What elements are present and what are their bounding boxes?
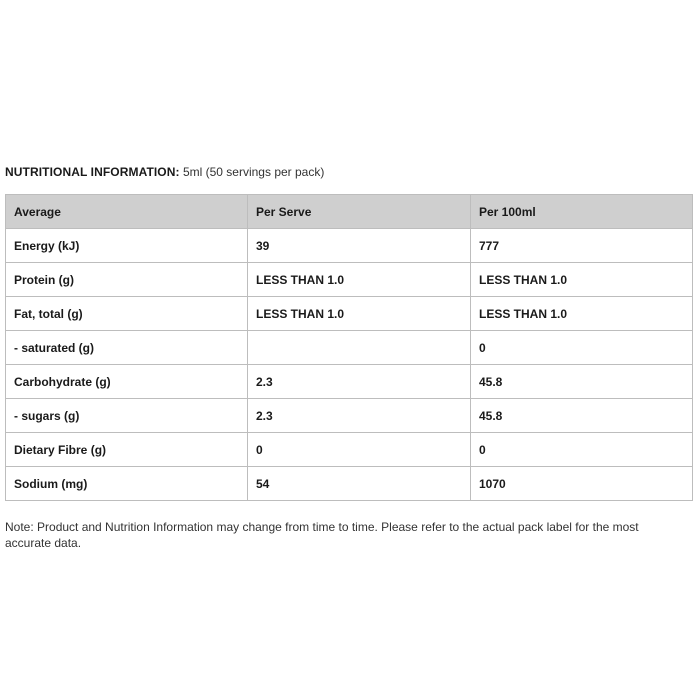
per-100ml-value: 45.8 [471, 399, 693, 433]
nutrition-table [5, 194, 693, 501]
per-serve-value: LESS THAN 1.0 [248, 263, 471, 297]
heading-label: NUTRITIONAL INFORMATION: [5, 165, 180, 179]
per-serve-value: 54 [248, 467, 471, 501]
per-serve-value: 0 [248, 433, 471, 467]
per-100ml-value: 0 [471, 433, 693, 467]
per-100ml-value: 45.8 [471, 365, 693, 399]
serving-size-text: 5ml (50 servings per pack) [182, 165, 325, 179]
per-serve-value [248, 331, 471, 365]
nutrient-name: - saturated (g) [6, 331, 248, 365]
per-100ml-value: 1070 [471, 467, 693, 501]
disclaimer-note: Note: Product and Nutrition Information may change from time to time. Please refer to the actual pack label for the most accurate data. [5, 520, 639, 550]
nutrient-name: Energy (kJ) [6, 229, 248, 263]
per-100ml-value: 0 [471, 331, 693, 365]
table-row [6, 365, 693, 399]
column-header-average: Average [6, 195, 248, 229]
nutrition-heading [5, 164, 324, 180]
table-header-row [6, 195, 693, 229]
nutrient-name: Dietary Fibre (g) [6, 433, 248, 467]
table-row [6, 263, 693, 297]
nutrient-name: Carbohydrate (g) [6, 365, 248, 399]
per-serve-value: 2.3 [248, 399, 471, 433]
table-row [6, 433, 693, 467]
nutrient-name: - sugars (g) [6, 399, 248, 433]
column-header-per-serve: Per Serve [248, 195, 471, 229]
per-100ml-value: 777 [471, 229, 693, 263]
column-header-per-100ml: Per 100ml [471, 195, 693, 229]
per-100ml-value: LESS THAN 1.0 [471, 297, 693, 331]
table-row [6, 399, 693, 433]
table-row [6, 467, 693, 501]
nutrient-name: Protein (g) [6, 263, 248, 297]
table-row [6, 229, 693, 263]
per-100ml-value: LESS THAN 1.0 [471, 263, 693, 297]
table-row [6, 297, 693, 331]
table-row [6, 331, 693, 365]
per-serve-value: 2.3 [248, 365, 471, 399]
nutrient-name: Fat, total (g) [6, 297, 248, 331]
nutrient-name: Sodium (mg) [6, 467, 248, 501]
per-serve-value: LESS THAN 1.0 [248, 297, 471, 331]
per-serve-value: 39 [248, 229, 471, 263]
